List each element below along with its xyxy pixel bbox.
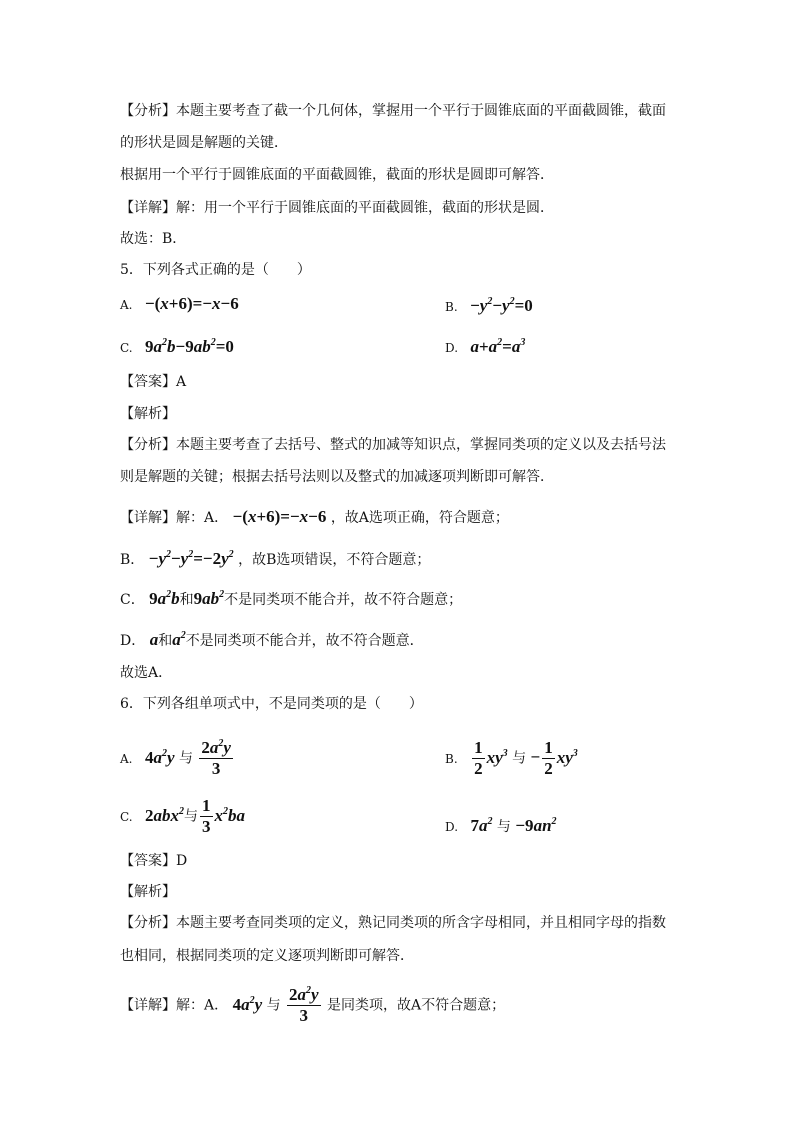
with-word: 与 <box>512 750 527 767</box>
fraction: $\frac{1}{3}$ <box>202 796 211 836</box>
formula: $-9an^2$ <box>515 816 557 835</box>
formula: $4a^2y$ <box>232 994 263 1014</box>
q5-option-b <box>445 296 533 317</box>
formula: $xy^3$ <box>556 747 578 767</box>
detail-suffix: 是同类项，故A不符合题意； <box>327 997 506 1014</box>
formula: $xy^3$ <box>486 747 508 767</box>
fraction: $\frac{2a^2y}{3}$ <box>201 738 231 778</box>
detail-suffix: 不是同类项不能合并，故不符合题意； <box>224 592 463 608</box>
detail-prefix: D． <box>120 633 146 649</box>
q5-option-a <box>120 294 239 315</box>
fraction: $\frac{1}{2}$ <box>544 738 553 778</box>
q5-analysis-cont: 则是解题的关键；根据去括号法则以及整式的加减逐项判断即可解答． <box>120 469 554 485</box>
q6-option-a <box>120 738 235 779</box>
q5-detail-b <box>120 549 430 570</box>
q6-analysis: 【分析】本题主要考查同类项的定义，熟记同类项的所含字母相同，并且相同字母的指数 <box>120 915 666 931</box>
formula: $a^2$ <box>172 630 186 649</box>
formula: $-y^2-y^2=0$ <box>470 296 533 315</box>
option-label: D. <box>445 341 459 355</box>
q6-analysis-cont: 也相同，根据同类项的定义逐项判断即可解答． <box>120 948 414 964</box>
with-word: 与 <box>266 997 281 1014</box>
detail-suffix: ，故A选项正确，符合题意； <box>330 510 509 526</box>
detail-prefix: C． <box>120 592 145 608</box>
formula: $a+a^2=a^3$ <box>470 337 526 356</box>
formula: $7a^2$ <box>470 816 493 835</box>
option-label: B. <box>445 300 458 314</box>
formula: $9ab^2$ <box>193 589 225 608</box>
p4-basis: 根据用一个平行于圆锥底面的平面截圆锥，截面的形状是圆即可解答． <box>120 167 554 183</box>
detail-and: 和 <box>179 592 194 608</box>
formula: a <box>149 630 159 649</box>
detail-prefix: 【详解】解：A． <box>120 510 229 526</box>
formula: −(x+6)=−x−6 <box>144 294 239 313</box>
q5-answer: 【答案】A <box>120 374 187 390</box>
detail-suffix: ，故B选项错误，不符合题意； <box>238 552 431 568</box>
q5-stem: 5．下列各式正确的是（ ） <box>120 262 311 278</box>
q5-option-c <box>120 337 234 358</box>
q6-option-b <box>445 738 578 779</box>
q6-jiexi: 【解析】 <box>120 884 176 900</box>
detail-prefix: B． <box>120 552 145 568</box>
q5-jiexi: 【解析】 <box>120 406 176 422</box>
option-label: C. <box>120 809 133 824</box>
detail-prefix: 【详解】解：A． <box>120 997 229 1014</box>
detail-suffix: 不是同类项不能合并，故不符合题意． <box>185 633 424 649</box>
q5-choice: 故选A． <box>120 665 173 681</box>
with-word: 与 <box>184 808 199 825</box>
fraction: $\frac{1}{2}$ <box>474 738 483 778</box>
option-label: B. <box>445 751 458 766</box>
p4-choice: 故选：B． <box>120 231 187 247</box>
p4-detail: 【详解】解：用一个平行于圆锥底面的平面截圆锥，截面的形状是圆． <box>120 200 554 216</box>
formula: $-y^2-y^2=-2y^2$ <box>148 549 234 568</box>
option-label: D. <box>445 820 459 834</box>
q6-stem: 6．下列各组单项式中，不是同类项的是（ ） <box>120 696 423 712</box>
formula: $9a^2b$ <box>149 589 180 608</box>
q5-option-d <box>445 337 525 358</box>
detail-and: 和 <box>158 633 173 649</box>
formula: $4a^2y$ <box>144 747 175 767</box>
q5-detail-d <box>120 630 424 651</box>
q5-detail-a <box>120 507 509 528</box>
p4-analysis-cont: 的形状是圆是解题的关键． <box>120 135 288 151</box>
with-word: 与 <box>496 819 511 835</box>
formula: 2abx$^2$ <box>145 805 185 825</box>
fraction: $\frac{2a^2y}{3}$ <box>289 985 319 1025</box>
q5-detail-c <box>120 589 462 610</box>
option-label: A. <box>120 298 133 312</box>
q6-detail-a <box>120 985 505 1026</box>
formula: $9a^2b-9ab^2=0$ <box>145 337 234 356</box>
formula: −(x+6)=−x−6 <box>232 507 327 526</box>
with-word: 与 <box>178 750 193 767</box>
q6-option-c <box>120 796 245 837</box>
q5-analysis: 【分析】本题主要考查了去括号、整式的加减等知识点，掌握同类项的定义以及去括号法 <box>120 437 666 453</box>
option-label: C. <box>120 341 133 355</box>
q6-answer: 【答案】D <box>120 853 188 869</box>
p4-analysis: 【分析】本题主要考查了截一个几何体，掌握用一个平行于圆锥底面的平面截圆锥，截面 <box>120 103 666 119</box>
formula: − <box>530 747 541 767</box>
q6-option-d <box>445 816 557 837</box>
option-label: A. <box>120 751 133 766</box>
formula: $x^2ba$ <box>214 805 246 825</box>
